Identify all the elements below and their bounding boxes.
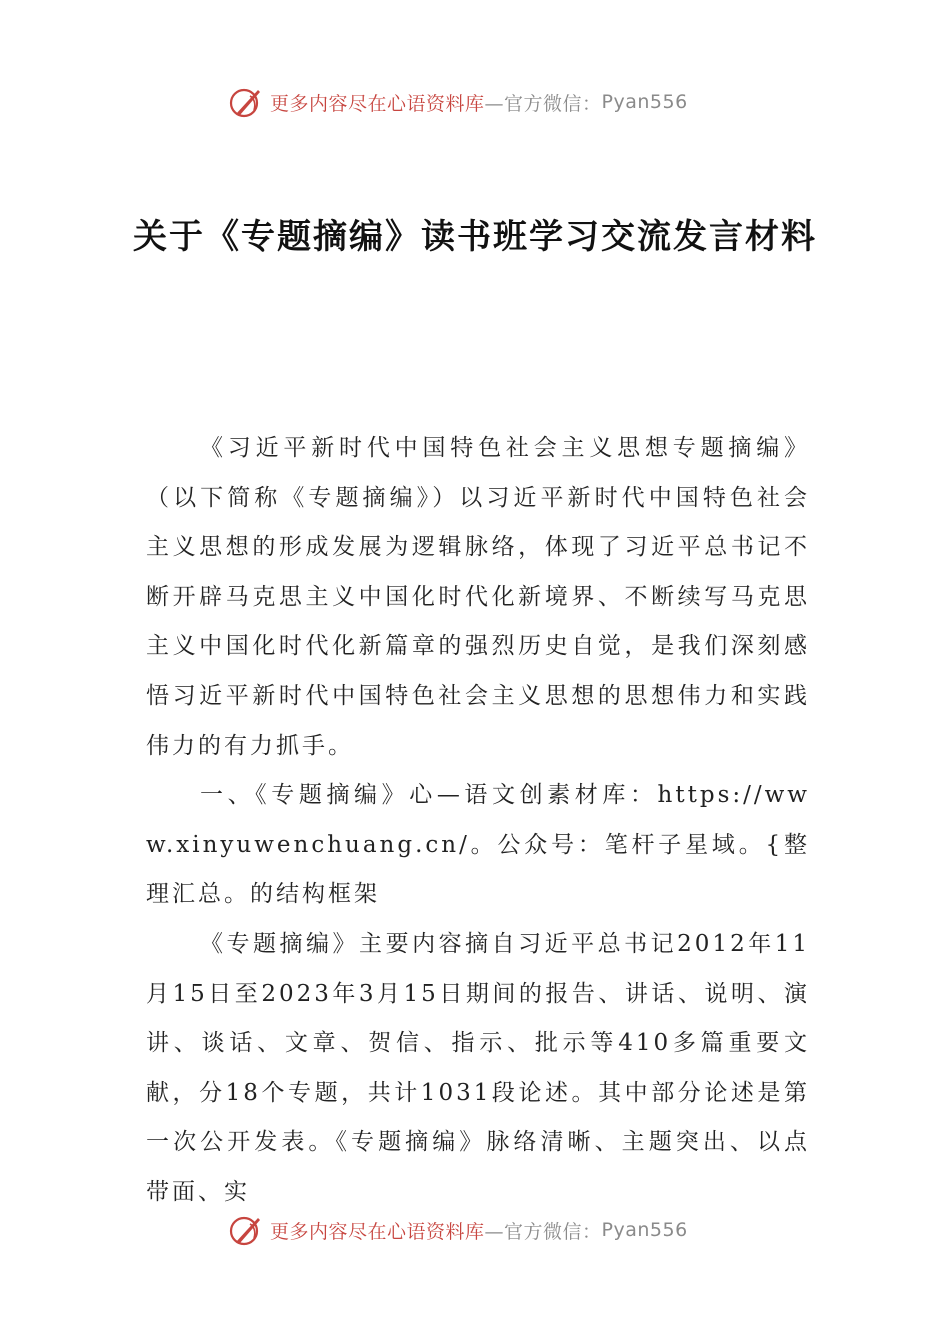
banner-wechat-id: Pyan556: [601, 1219, 688, 1241]
paragraph-section-one: 一、《专题摘编》心—语文创素材库：https://www.xinyuwenchuang.cn/。公众号：笔杆子星域。{整理汇总。的结构框架: [146, 782, 810, 908]
footer-watermark-banner: [228, 1210, 748, 1250]
banner-site-name: 更多内容尽在心语资料库: [270, 1220, 485, 1243]
banner-wechat-id: Pyan556: [601, 91, 688, 113]
document-title: 关于《专题摘编》读书班学习交流发言材料: [133, 217, 817, 257]
banner-wechat-label: —官方微信：: [484, 1220, 602, 1243]
paragraph-content: 《专题摘编》主要内容摘自习近平总书记2012年11月15日至2023年3月15日期间的报告、讲话、说明、演讲、谈话、文章、贺信、指示、批示等410多篇重要文献，分18个专题，共计1031段论述。其中部分论述是第一次公开发表。《专题摘编》脉络清晰、主题突出、以点带面、实: [146, 930, 810, 1205]
banner-site-name: 更多内容尽在心语资料库: [270, 92, 485, 115]
quill-logo-icon: [228, 1212, 264, 1248]
paragraph-intro: 《习近平新时代中国特色社会主义思想专题摘编》（以下简称《专题摘编》）以习近平新时代中国特色社会主义思想的形成发展为逻辑脉络，体现了习近平总书记不断开辟马克思主义中国化时代化新境界、不断续写马克思主义中国化时代化新篇章的强烈历史自觉，是我们深刻感悟习近平新时代中国特色社会主义思想的思想伟力和实践伟力的有力抓手。: [146, 435, 810, 759]
banner-wechat-label: —官方微信：: [484, 92, 602, 115]
document-body: [146, 424, 810, 1218]
quill-logo-icon: [228, 84, 264, 120]
header-watermark-banner: [228, 82, 748, 122]
